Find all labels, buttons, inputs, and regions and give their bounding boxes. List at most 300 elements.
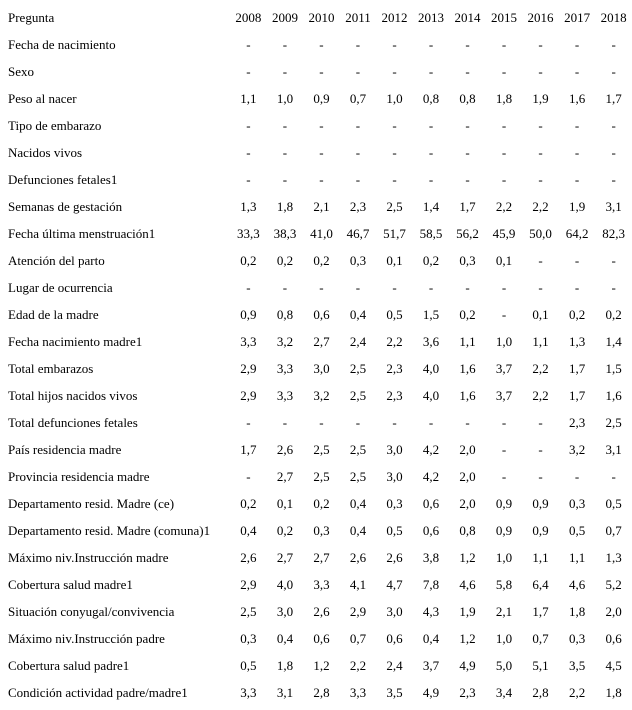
table-cell: 1,7 bbox=[605, 91, 622, 106]
table-cell: - bbox=[611, 280, 616, 295]
table-cell: 0,7 bbox=[532, 631, 549, 646]
table-cell: 1,8 bbox=[276, 199, 294, 214]
row-label: Departamento resid. Madre (comuna)1 bbox=[8, 523, 211, 538]
table-cell: 0,2 bbox=[313, 253, 330, 268]
table-cell: 1,7 bbox=[568, 361, 586, 376]
table-cell: 3,7 bbox=[495, 388, 513, 403]
table-cell: 1,8 bbox=[605, 685, 622, 700]
table-cell: 1,1 bbox=[568, 550, 586, 565]
table-cell: 0,2 bbox=[605, 307, 622, 322]
table-cell: - bbox=[392, 172, 397, 187]
table-cell: - bbox=[501, 280, 507, 295]
table-cell: 2,5 bbox=[313, 442, 330, 457]
table-cell: - bbox=[428, 280, 434, 295]
table-cell: 3,5 bbox=[568, 658, 586, 673]
table-cell: - bbox=[319, 280, 324, 295]
table-cell: 0,7 bbox=[605, 523, 622, 538]
table-cell: - bbox=[246, 64, 251, 79]
row-label: Máximo niv.Instrucción padre bbox=[8, 631, 165, 646]
table-cell: 3,5 bbox=[386, 685, 403, 700]
table-cell: 0,2 bbox=[313, 496, 330, 511]
table-cell: - bbox=[501, 442, 507, 457]
table-cell: 1,3 bbox=[240, 199, 257, 214]
table-cell: 2,3 bbox=[386, 361, 403, 376]
table-cell: - bbox=[319, 118, 324, 133]
table-cell: 0,9 bbox=[532, 523, 549, 538]
table-cell: - bbox=[392, 145, 397, 160]
table-cell: 0,3 bbox=[240, 631, 257, 646]
table-cell: - bbox=[392, 415, 397, 430]
table-cell: 64,2 bbox=[565, 226, 589, 241]
row-label: Total defunciones fetales bbox=[8, 415, 138, 430]
column-header-year: 2008 bbox=[235, 10, 262, 25]
table-cell: 1,7 bbox=[240, 442, 257, 457]
table-cell: 2,5 bbox=[386, 199, 403, 214]
table-cell: - bbox=[428, 415, 434, 430]
table-cell: 0,3 bbox=[386, 496, 403, 511]
table-cell: 5,2 bbox=[605, 577, 622, 592]
table-cell: - bbox=[355, 64, 361, 79]
table-cell: 0,5 bbox=[605, 496, 622, 511]
table-cell: 2,8 bbox=[532, 685, 549, 700]
table-cell: - bbox=[282, 118, 288, 133]
row-label: Edad de la madre bbox=[8, 307, 99, 322]
column-header-year: 2013 bbox=[418, 10, 444, 25]
table-row bbox=[0, 490, 632, 517]
table-cell: - bbox=[465, 64, 470, 79]
table-cell: - bbox=[246, 145, 251, 160]
table-cell: 4,6 bbox=[568, 577, 586, 592]
table-cell: 2,5 bbox=[605, 415, 622, 430]
table-cell: 0,8 bbox=[276, 307, 294, 322]
table-cell: 3,1 bbox=[605, 199, 622, 214]
table-cell: 7,8 bbox=[422, 577, 440, 592]
table-cell: - bbox=[611, 172, 616, 187]
table-cell: 1,8 bbox=[276, 658, 294, 673]
table-body bbox=[0, 31, 632, 706]
table-cell: 0,1 bbox=[532, 307, 549, 322]
table-row bbox=[0, 625, 632, 652]
table-cell: - bbox=[611, 469, 616, 484]
table-cell: - bbox=[538, 415, 543, 430]
table-cell: 3,6 bbox=[422, 334, 440, 349]
table-cell: 4,9 bbox=[459, 658, 476, 673]
table-cell: 0,4 bbox=[240, 523, 257, 538]
table-cell: 1,7 bbox=[568, 388, 586, 403]
table-row bbox=[0, 166, 632, 193]
table-row bbox=[0, 652, 632, 679]
table-cell: - bbox=[574, 145, 580, 160]
table-cell: 4,5 bbox=[605, 658, 622, 673]
row-label: País residencia madre bbox=[8, 442, 122, 457]
table-cell: 2,2 bbox=[386, 334, 403, 349]
table-cell: 0,3 bbox=[459, 253, 476, 268]
table-cell: 3,3 bbox=[276, 388, 294, 403]
column-header-year: 2016 bbox=[527, 10, 554, 25]
table-cell: 0,5 bbox=[568, 523, 586, 538]
table-cell: 3,2 bbox=[313, 388, 330, 403]
table-cell: 1,7 bbox=[532, 604, 549, 619]
table-cell: - bbox=[392, 64, 397, 79]
table-cell: 4,2 bbox=[422, 442, 440, 457]
table-cell: - bbox=[574, 64, 580, 79]
table-cell: 0,9 bbox=[313, 91, 330, 106]
table-cell: 2,5 bbox=[349, 469, 367, 484]
table-cell: 1,6 bbox=[459, 361, 476, 376]
table-cell: 3,4 bbox=[495, 685, 513, 700]
table-cell: - bbox=[355, 415, 361, 430]
table-cell: - bbox=[355, 37, 361, 52]
table-cell: - bbox=[282, 172, 288, 187]
table-cell: 4,6 bbox=[459, 577, 476, 592]
table-cell: 0,2 bbox=[240, 496, 257, 511]
table-cell: 1,7 bbox=[459, 199, 476, 214]
table-cell: 0,2 bbox=[568, 307, 586, 322]
table-cell: 3,7 bbox=[422, 658, 440, 673]
row-label: Cobertura salud padre1 bbox=[8, 658, 130, 673]
table-cell: 1,0 bbox=[495, 631, 513, 646]
table-cell: 1,5 bbox=[605, 361, 622, 376]
column-header-year: 2017 bbox=[564, 10, 591, 25]
header-row bbox=[0, 4, 632, 31]
table-cell: - bbox=[574, 37, 580, 52]
row-label: Fecha última menstruación1 bbox=[8, 226, 156, 241]
table-cell: - bbox=[538, 469, 543, 484]
table-cell: - bbox=[574, 280, 580, 295]
row-label: Peso al nacer bbox=[8, 91, 77, 106]
table-cell: 3,7 bbox=[495, 361, 513, 376]
row-label: Total embarazos bbox=[8, 361, 94, 376]
table-cell: 1,1 bbox=[532, 550, 549, 565]
table-cell: 2,6 bbox=[276, 442, 294, 457]
row-label: Provincia residencia madre bbox=[8, 469, 150, 484]
column-header-year: 2011 bbox=[345, 10, 371, 25]
table-cell: - bbox=[465, 172, 470, 187]
table-cell: - bbox=[355, 145, 361, 160]
table-cell: - bbox=[501, 37, 507, 52]
table-cell: - bbox=[355, 118, 361, 133]
table-row bbox=[0, 274, 632, 301]
table-cell: 4,1 bbox=[349, 577, 367, 592]
table-cell: 1,9 bbox=[568, 199, 586, 214]
table-cell: 0,8 bbox=[459, 91, 476, 106]
table-row bbox=[0, 571, 632, 598]
table-row bbox=[0, 301, 632, 328]
table-cell: 0,9 bbox=[495, 496, 513, 511]
table-row bbox=[0, 409, 632, 436]
table-cell: 0,2 bbox=[276, 253, 294, 268]
table-cell: - bbox=[428, 145, 434, 160]
table-cell: - bbox=[355, 280, 361, 295]
table-cell: - bbox=[465, 37, 470, 52]
table-cell: - bbox=[428, 64, 434, 79]
table-cell: 56,2 bbox=[456, 226, 479, 241]
table-row bbox=[0, 193, 632, 220]
table-cell: 1,5 bbox=[422, 307, 440, 322]
table-cell: - bbox=[538, 64, 543, 79]
table-cell: - bbox=[319, 415, 324, 430]
table-cell: 0,6 bbox=[605, 631, 622, 646]
table-cell: - bbox=[246, 415, 251, 430]
table-cell: 1,6 bbox=[568, 91, 586, 106]
table-cell: 50,0 bbox=[529, 226, 552, 241]
column-header-year: 2010 bbox=[308, 10, 335, 25]
table-cell: 0,2 bbox=[422, 253, 440, 268]
table-cell: 3,3 bbox=[240, 685, 257, 700]
table-cell: - bbox=[538, 442, 543, 457]
row-label: Total hijos nacidos vivos bbox=[8, 388, 138, 403]
table-cell: 1,1 bbox=[459, 334, 476, 349]
table-cell: 0,4 bbox=[276, 631, 294, 646]
table-cell: 0,6 bbox=[422, 523, 440, 538]
table-cell: 1,9 bbox=[459, 604, 476, 619]
table-cell: - bbox=[428, 118, 434, 133]
table-cell: 2,7 bbox=[313, 550, 330, 565]
table-row bbox=[0, 355, 632, 382]
table-cell: 3,3 bbox=[276, 361, 294, 376]
table-cell: 0,1 bbox=[386, 253, 403, 268]
table-cell: 1,0 bbox=[386, 91, 403, 106]
table-cell: 0,3 bbox=[568, 631, 586, 646]
table-cell: 45,9 bbox=[492, 226, 516, 241]
table-cell: 0,1 bbox=[276, 496, 294, 511]
column-header-year: 2014 bbox=[454, 10, 481, 25]
row-label: Atención del parto bbox=[8, 253, 105, 268]
row-label: Sexo bbox=[8, 64, 34, 79]
row-label: Fecha de nacimiento bbox=[8, 37, 116, 52]
table-cell: - bbox=[538, 172, 543, 187]
table-cell: - bbox=[574, 253, 580, 268]
table-cell: 1,2 bbox=[459, 550, 476, 565]
row-label: Tipo de embarazo bbox=[8, 118, 102, 133]
table-cell: 2,1 bbox=[313, 199, 330, 214]
table-cell: 1,0 bbox=[495, 550, 513, 565]
table-cell: 2,3 bbox=[349, 199, 367, 214]
table-cell: 2,3 bbox=[568, 415, 586, 430]
table-row bbox=[0, 382, 632, 409]
table-cell: 3,1 bbox=[276, 685, 294, 700]
table-cell: 1,0 bbox=[276, 91, 294, 106]
table-cell: - bbox=[319, 37, 324, 52]
table-cell: - bbox=[611, 118, 616, 133]
table-cell: 0,6 bbox=[422, 496, 440, 511]
table-cell: - bbox=[246, 280, 251, 295]
table-cell: 0,9 bbox=[240, 307, 257, 322]
table-cell: - bbox=[501, 469, 507, 484]
table-cell: 1,4 bbox=[422, 199, 440, 214]
row-label: Nacidos vivos bbox=[8, 145, 83, 160]
table-cell: - bbox=[246, 37, 251, 52]
table-cell: 2,0 bbox=[459, 496, 476, 511]
row-label: Departamento resid. Madre (ce) bbox=[8, 496, 175, 511]
table-cell: 3,3 bbox=[313, 577, 330, 592]
table-cell: 41,0 bbox=[310, 226, 333, 241]
row-label: Fecha nacimiento madre1 bbox=[8, 334, 143, 349]
table-cell: 4,3 bbox=[422, 604, 440, 619]
row-label: Situación conyugal/convivencia bbox=[8, 604, 175, 619]
table-cell: - bbox=[392, 37, 397, 52]
table-cell: 4,7 bbox=[386, 577, 403, 592]
table-cell: - bbox=[246, 118, 251, 133]
table-cell: 4,0 bbox=[422, 388, 440, 403]
table-cell: 0,8 bbox=[422, 91, 440, 106]
table-cell: - bbox=[319, 145, 324, 160]
table-row bbox=[0, 112, 632, 139]
table-cell: 58,5 bbox=[419, 226, 443, 241]
table-cell: 1,6 bbox=[605, 388, 622, 403]
table-cell: - bbox=[282, 415, 288, 430]
table-cell: 2,6 bbox=[349, 550, 367, 565]
table-cell: 46,7 bbox=[346, 226, 370, 241]
table-cell: 2,2 bbox=[495, 199, 513, 214]
table-cell: - bbox=[574, 469, 580, 484]
table-cell: 3,1 bbox=[605, 442, 622, 457]
table-row bbox=[0, 679, 632, 706]
table-cell: 2,7 bbox=[313, 334, 330, 349]
table-cell: - bbox=[501, 145, 507, 160]
table-cell: 2,2 bbox=[532, 199, 549, 214]
table-cell: 2,1 bbox=[495, 604, 513, 619]
table-cell: - bbox=[355, 172, 361, 187]
table-cell: 3,2 bbox=[568, 442, 586, 457]
table-cell: 2,4 bbox=[349, 334, 367, 349]
table-cell: - bbox=[392, 118, 397, 133]
table-cell: - bbox=[501, 64, 507, 79]
table-cell: 3,3 bbox=[240, 334, 257, 349]
table-row bbox=[0, 436, 632, 463]
table-cell: - bbox=[465, 415, 470, 430]
table-cell: 0,4 bbox=[349, 496, 367, 511]
table-cell: 2,9 bbox=[240, 388, 257, 403]
table-cell: 4,2 bbox=[422, 469, 440, 484]
table-cell: 3,0 bbox=[276, 604, 294, 619]
table-cell: 2,7 bbox=[276, 469, 294, 484]
table-cell: 0,6 bbox=[386, 631, 403, 646]
table-cell: 1,8 bbox=[568, 604, 586, 619]
data-table bbox=[0, 4, 632, 706]
table-cell: 0,2 bbox=[240, 253, 257, 268]
table-cell: 1,9 bbox=[532, 91, 549, 106]
table-row bbox=[0, 544, 632, 571]
table-cell: 2,9 bbox=[349, 604, 367, 619]
table-cell: 2,5 bbox=[313, 469, 330, 484]
table-cell: 4,9 bbox=[422, 685, 440, 700]
column-header-year: 2012 bbox=[381, 10, 408, 25]
table-cell: 0,6 bbox=[313, 307, 330, 322]
row-label: Lugar de ocurrencia bbox=[8, 280, 113, 295]
row-label: Condición actividad padre/madre1 bbox=[8, 685, 188, 700]
table-cell: - bbox=[465, 118, 470, 133]
table-cell: 6,4 bbox=[532, 577, 549, 592]
table-cell: 4,0 bbox=[422, 361, 440, 376]
table-cell: 1,8 bbox=[495, 91, 513, 106]
table-cell: - bbox=[465, 280, 470, 295]
table-cell: 2,8 bbox=[313, 685, 330, 700]
table-cell: - bbox=[501, 307, 507, 322]
table-row bbox=[0, 517, 632, 544]
table-cell: 0,3 bbox=[349, 253, 367, 268]
table-cell: - bbox=[538, 37, 543, 52]
table-cell: 3,0 bbox=[313, 361, 330, 376]
table-cell: 3,8 bbox=[422, 550, 440, 565]
table-cell: - bbox=[282, 280, 288, 295]
table-cell: - bbox=[501, 415, 507, 430]
table-cell: - bbox=[538, 280, 543, 295]
table-cell: 2,6 bbox=[313, 604, 330, 619]
table-cell: - bbox=[538, 253, 543, 268]
table-cell: 2,2 bbox=[568, 685, 586, 700]
table-cell: 0,3 bbox=[313, 523, 330, 538]
table-cell: 4,0 bbox=[276, 577, 294, 592]
table-cell: 0,8 bbox=[459, 523, 476, 538]
table-cell: 1,2 bbox=[459, 631, 476, 646]
table-cell: 0,2 bbox=[276, 523, 294, 538]
table-cell: 2,6 bbox=[240, 550, 257, 565]
table-cell: - bbox=[319, 64, 324, 79]
table-cell: - bbox=[465, 145, 470, 160]
table-cell: - bbox=[611, 64, 616, 79]
row-label: Semanas de gestación bbox=[8, 199, 123, 214]
table-row bbox=[0, 139, 632, 166]
table-cell: - bbox=[538, 118, 543, 133]
table-cell: 2,2 bbox=[349, 658, 367, 673]
table-cell: 0,4 bbox=[349, 523, 367, 538]
table-row bbox=[0, 598, 632, 625]
table-cell: 1,3 bbox=[605, 550, 622, 565]
table-cell: 0,5 bbox=[386, 307, 403, 322]
table-cell: 3,2 bbox=[276, 334, 294, 349]
table-cell: 2,0 bbox=[459, 469, 476, 484]
column-header-year: 2015 bbox=[491, 10, 518, 25]
table-cell: 0,3 bbox=[568, 496, 586, 511]
table-cell: - bbox=[428, 172, 434, 187]
table-row bbox=[0, 247, 632, 274]
table-cell: 2,5 bbox=[349, 361, 367, 376]
table-cell: 0,9 bbox=[495, 523, 513, 538]
table-row bbox=[0, 85, 632, 112]
table-cell: - bbox=[392, 280, 397, 295]
table-cell: 2,3 bbox=[386, 388, 403, 403]
table-cell: 2,5 bbox=[349, 388, 367, 403]
table-cell: - bbox=[501, 172, 507, 187]
table-cell: 2,0 bbox=[605, 604, 622, 619]
table-cell: - bbox=[574, 118, 580, 133]
table-cell: 5,0 bbox=[495, 658, 513, 673]
table-cell: 51,7 bbox=[383, 226, 406, 241]
table-cell: 5,8 bbox=[495, 577, 513, 592]
table-cell: 2,5 bbox=[240, 604, 257, 619]
table-cell: - bbox=[428, 37, 434, 52]
table-cell: - bbox=[282, 37, 288, 52]
table-cell: 2,2 bbox=[532, 388, 549, 403]
table-cell: 2,9 bbox=[240, 577, 257, 592]
table-cell: 0,6 bbox=[313, 631, 330, 646]
table-cell: 1,0 bbox=[495, 334, 513, 349]
table-cell: 3,0 bbox=[386, 604, 403, 619]
table-cell: - bbox=[246, 469, 251, 484]
table-cell: 2,5 bbox=[349, 442, 367, 457]
table-cell: 2,4 bbox=[386, 658, 403, 673]
table-cell: 0,5 bbox=[386, 523, 403, 538]
table-cell: 0,4 bbox=[422, 631, 440, 646]
table-cell: 2,0 bbox=[459, 442, 476, 457]
table-cell: 1,1 bbox=[240, 91, 257, 106]
table-cell: 1,3 bbox=[568, 334, 586, 349]
table-cell: - bbox=[282, 64, 288, 79]
table-row bbox=[0, 58, 632, 85]
table-cell: 0,1 bbox=[495, 253, 513, 268]
table-row bbox=[0, 463, 632, 490]
